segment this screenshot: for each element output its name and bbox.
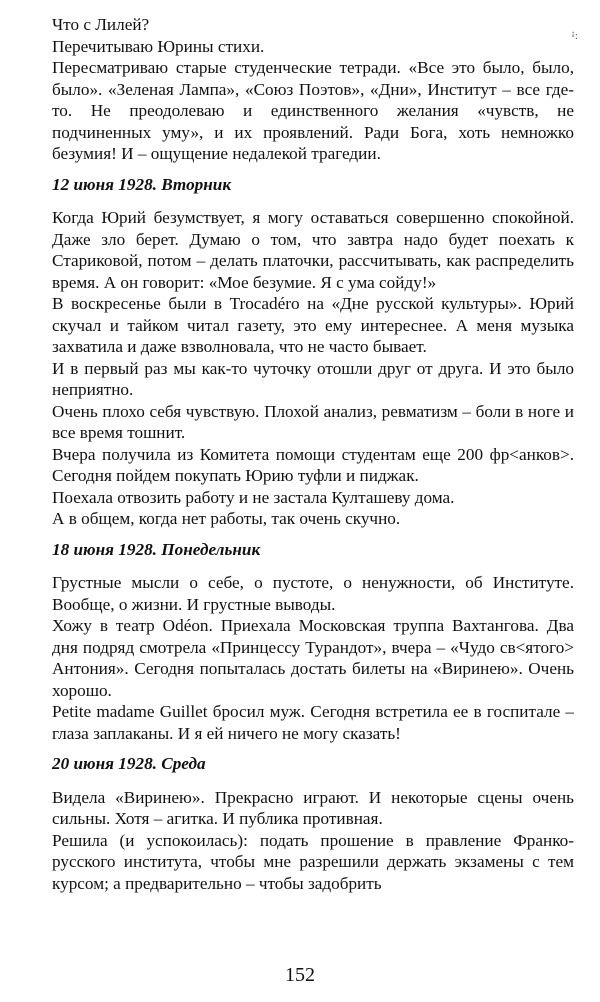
diary-page [52, 14, 574, 894]
diary-paragraph: Petite madame Guillet бросил муж. Сегодня встретила ее в госпитале – глаза заплаканы. И я ей ничего не могу сказать! [52, 702, 574, 743]
diary-paragraph: Пересматриваю старые студенческие тетради. «Все это было, было, было». «Зеленая Лампа», «Союз Поэтов», «Дни», Институт – все где-то. Не преодолеваю и единственного желания «чувств, не подчиненных уму», и их проявлений. Ради Бога, хоть немножко безумия! И – ощущение недалекой трагедии. [52, 58, 574, 163]
diary-paragraph: Вчера получила из Комитета помощи студентам еще 200 фр<анков>. Сегодня пойдем покупать Юрию туфли и пиджак. [52, 444, 574, 485]
entry-date-heading: 20 июня 1928. Среда [52, 754, 206, 773]
diary-paragraph: Перечитываю Юрины стихи. [52, 36, 265, 56]
diary-paragraph: В воскресенье были в Trocadéro на «Дне русской культуры». Юрий скучал и тайком читал газету, это ему интереснее. А меня музыка захватила и даже взволновала, что не часто бывает. [52, 294, 574, 356]
diary-paragraph: Грустные мысли о себе, о пустоте, о ненужности, об Институте. Вообще, о жизни. И грустные выводы. [52, 573, 574, 614]
page-number: 152 [285, 964, 315, 986]
diary-paragraph: Хожу в театр Odéon. Приехала Московская труппа Вахтангова. Два дня подряд смотрела «Принцессу Турандот», вчера – «Чудо св<ятого> Антония». Сегодня попыталась достать билеты на «Виринею». Очень хорошо. [52, 616, 574, 700]
diary-paragraph: Поехала отвозить работу и не застала Култашеву дома. [52, 487, 455, 507]
diary-paragraph: Очень плохо себя чувствую. Плохой анализ, ревматизм – боли в ноге и все время тошнит. [52, 401, 574, 442]
diary-paragraph: А в общем, когда нет работы, так очень скучно. [52, 509, 401, 528]
diary-paragraph: Решила (и успокоилась): подать прошение в правление Франко-русского института, чтобы мне разрешили держать экзамены с тем курсом; а предварительно – чтобы задобрить [52, 830, 574, 893]
page-corner-mark: ꜟ: [571, 30, 578, 42]
diary-paragraph: Видела «Виринею». Прекрасно играют. И некоторые сцены очень сильны. Хотя – агитка. И публика противная. [52, 787, 574, 828]
diary-paragraph: Когда Юрий безумствует, я могу оставаться совершенно спокойной. Даже зло берет. Думаю о том, что завтра надо будет поехать к Стариковой, потом – делать платочки, рассчитывать, как распределить время. А он говорит: «Мое безумие. Я с ума сойду!» [52, 208, 574, 292]
diary-paragraph: И в первый раз мы как-то чуточку отошли друг от друга. И это было неприятно. [52, 358, 574, 399]
diary-paragraph: Что с Лилей? [52, 15, 150, 34]
entry-date-heading: 18 июня 1928. Понедельник [52, 539, 261, 559]
entry-date-heading: 12 июня 1928. Вторник [52, 174, 232, 194]
